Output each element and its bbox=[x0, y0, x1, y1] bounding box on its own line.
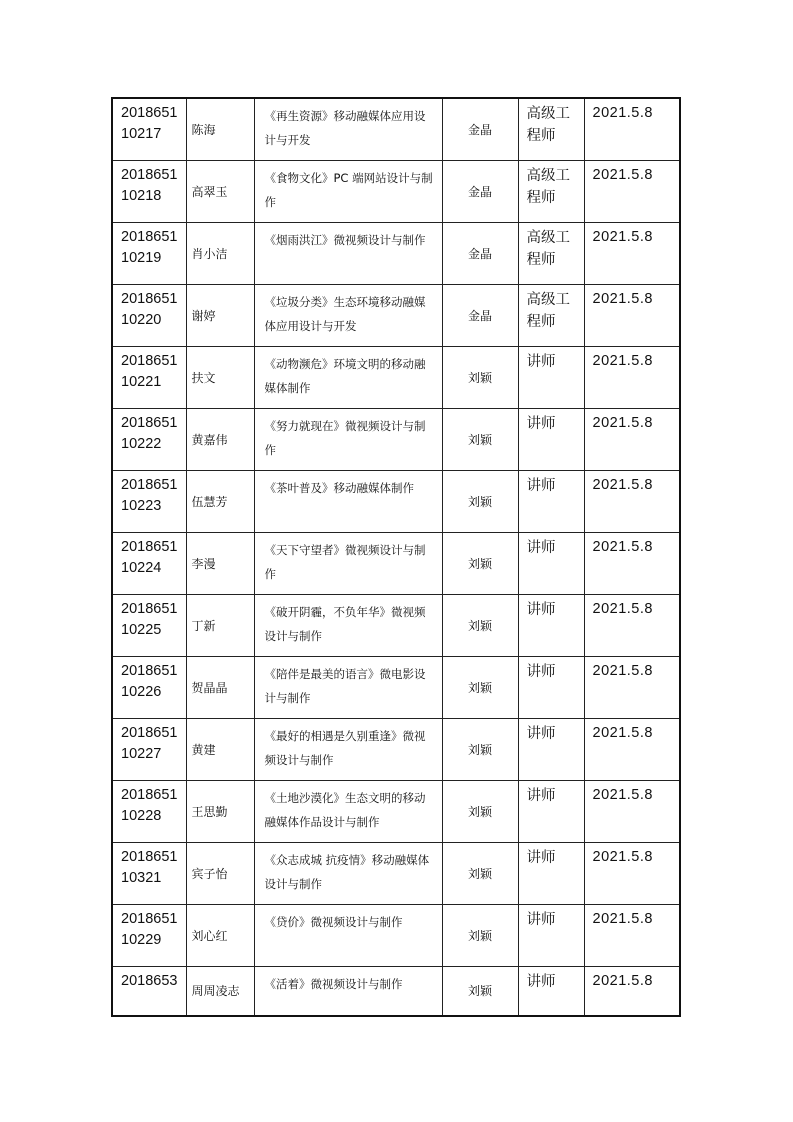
date-cell: 2021.5.8 bbox=[584, 904, 680, 966]
student-id-text: 10221 bbox=[121, 373, 162, 390]
student-id-cell bbox=[112, 160, 186, 222]
project-title-cell: 《活着》微视频设计与制作 bbox=[254, 966, 442, 1016]
student-name-cell: 贺晶晶 bbox=[186, 656, 254, 718]
student-id-text: 2018651 bbox=[121, 538, 178, 555]
student-id-cell bbox=[112, 408, 186, 470]
tutor-rank-cell: 高级工程师 bbox=[518, 160, 584, 222]
table-row bbox=[112, 160, 680, 222]
tutor-rank-cell: 讲师 bbox=[518, 532, 584, 594]
date-cell: 2021.5.8 bbox=[584, 842, 680, 904]
date-cell: 2021.5.8 bbox=[584, 780, 680, 842]
tutor-name-cell: 刘颖 bbox=[442, 780, 518, 842]
project-title-cell: 《土地沙漠化》生态文明的移动融媒体作品设计与制作 bbox=[254, 780, 442, 842]
table-row bbox=[112, 718, 680, 780]
date-cell: 2021.5.8 bbox=[584, 222, 680, 284]
student-id-text: 2018651 bbox=[121, 352, 178, 369]
tutor-rank-cell: 讲师 bbox=[518, 656, 584, 718]
student-id-cell bbox=[112, 98, 186, 160]
student-name-cell: 黄嘉伟 bbox=[186, 408, 254, 470]
tutor-rank-cell: 高级工程师 bbox=[518, 284, 584, 346]
table-row bbox=[112, 842, 680, 904]
project-title-cell: 《动物濒危》环境文明的移动融媒体制作 bbox=[254, 346, 442, 408]
tutor-rank-cell: 讲师 bbox=[518, 594, 584, 656]
student-id-text: 2018651 bbox=[121, 600, 178, 617]
student-id-cell bbox=[112, 842, 186, 904]
student-id-cell bbox=[112, 966, 186, 1016]
project-title-cell: 《陪伴是最美的语言》微电影设计与制作 bbox=[254, 656, 442, 718]
tutor-rank-cell: 讲师 bbox=[518, 966, 584, 1016]
student-id-text: 10220 bbox=[121, 311, 162, 328]
project-title-cell: 《最好的相遇是久别重逢》微视频设计与制作 bbox=[254, 718, 442, 780]
table-row bbox=[112, 408, 680, 470]
student-id-text: 2018651 bbox=[121, 166, 178, 183]
student-name-cell: 刘心红 bbox=[186, 904, 254, 966]
date-cell: 2021.5.8 bbox=[584, 594, 680, 656]
tutor-rank-cell: 讲师 bbox=[518, 470, 584, 532]
project-title-cell: 《破开阴霾，不负年华》微视频设计与制作 bbox=[254, 594, 442, 656]
student-name-cell: 谢婷 bbox=[186, 284, 254, 346]
student-id-cell bbox=[112, 222, 186, 284]
student-id-text: 2018651 bbox=[121, 910, 178, 927]
date-cell: 2021.5.8 bbox=[584, 160, 680, 222]
student-id-text: 10227 bbox=[121, 745, 162, 762]
table-row bbox=[112, 904, 680, 966]
student-id-cell bbox=[112, 346, 186, 408]
student-id-text: 10217 bbox=[121, 126, 162, 142]
student-id-text: 10222 bbox=[121, 435, 162, 452]
date-cell: 2021.5.8 bbox=[584, 98, 680, 160]
student-id-cell bbox=[112, 780, 186, 842]
project-title-cell: 《再生资源》移动融媒体应用设计与开发 bbox=[254, 98, 442, 160]
table-row bbox=[112, 98, 680, 160]
tutor-name-cell: 刘颖 bbox=[442, 966, 518, 1016]
student-id-cell bbox=[112, 718, 186, 780]
student-id-text: 2018651 bbox=[121, 228, 178, 245]
student-id-cell bbox=[112, 284, 186, 346]
tutor-name-cell: 金晶 bbox=[442, 160, 518, 222]
table-row bbox=[112, 966, 680, 1016]
student-name-cell: 扶文 bbox=[186, 346, 254, 408]
student-id-text: 10226 bbox=[121, 683, 162, 700]
student-id-text: 10225 bbox=[121, 621, 162, 638]
student-id-text: 10218 bbox=[121, 187, 162, 204]
student-id-text: 2018651 bbox=[121, 724, 178, 741]
student-id-text: 2018651 bbox=[121, 414, 178, 431]
student-id-text: 2018651 bbox=[121, 476, 178, 493]
student-name-cell: 黄建 bbox=[186, 718, 254, 780]
tutor-name-cell: 刘颖 bbox=[442, 346, 518, 408]
tutor-rank-cell: 讲师 bbox=[518, 842, 584, 904]
date-cell: 2021.5.8 bbox=[584, 284, 680, 346]
project-title-cell: 《贷价》微视频设计与制作 bbox=[254, 904, 442, 966]
tutor-rank-cell: 讲师 bbox=[518, 780, 584, 842]
project-title-cell: 《垃圾分类》生态环境移动融媒体应用设计与开发 bbox=[254, 284, 442, 346]
tutor-rank-cell: 讲师 bbox=[518, 718, 584, 780]
student-name-cell: 陈海 bbox=[186, 98, 254, 160]
project-title-cell: 《努力就现在》微视频设计与制作 bbox=[254, 408, 442, 470]
tutor-rank-cell: 讲师 bbox=[518, 346, 584, 408]
student-name-cell: 肖小洁 bbox=[186, 222, 254, 284]
table-row bbox=[112, 222, 680, 284]
project-title-cell: 《烟雨洪江》微视频设计与制作 bbox=[254, 222, 442, 284]
student-name-cell: 李漫 bbox=[186, 532, 254, 594]
tutor-name-cell: 金晶 bbox=[442, 98, 518, 160]
tutor-name-cell: 刘颖 bbox=[442, 718, 518, 780]
student-id-text: 10224 bbox=[121, 559, 162, 576]
student-id-text: 2018653 bbox=[121, 972, 178, 989]
student-id-cell bbox=[112, 532, 186, 594]
student-id-text: 10229 bbox=[121, 931, 162, 948]
student-id-cell bbox=[112, 470, 186, 532]
table-row bbox=[112, 780, 680, 842]
table-row bbox=[112, 594, 680, 656]
tutor-name-cell: 刘颖 bbox=[442, 904, 518, 966]
project-title-cell: 《天下守望者》微视频设计与制作 bbox=[254, 532, 442, 594]
table-row bbox=[112, 470, 680, 532]
student-id-text: 2018651 bbox=[121, 662, 178, 679]
tutor-name-cell: 刘颖 bbox=[442, 470, 518, 532]
student-name-cell: 伍慧芳 bbox=[186, 470, 254, 532]
date-cell: 2021.5.8 bbox=[584, 470, 680, 532]
student-id-text: 10223 bbox=[121, 497, 162, 514]
tutor-name-cell: 刘颖 bbox=[442, 842, 518, 904]
tutor-rank-cell: 高级工程师 bbox=[518, 98, 584, 160]
tutor-name-cell: 刘颖 bbox=[442, 408, 518, 470]
student-id-text: 2018651 bbox=[121, 848, 178, 865]
student-id-cell bbox=[112, 904, 186, 966]
tutor-rank-cell: 高级工程师 bbox=[518, 222, 584, 284]
table-row bbox=[112, 532, 680, 594]
roster-table-body bbox=[112, 98, 680, 1016]
date-cell: 2021.5.8 bbox=[584, 346, 680, 408]
table-row bbox=[112, 346, 680, 408]
student-id-text: 10321 bbox=[121, 869, 162, 886]
tutor-rank-cell: 讲师 bbox=[518, 408, 584, 470]
student-name-cell: 丁新 bbox=[186, 594, 254, 656]
student-id-cell bbox=[112, 656, 186, 718]
date-cell: 2021.5.8 bbox=[584, 718, 680, 780]
student-id-text: 2018651 bbox=[121, 105, 178, 121]
tutor-name-cell: 金晶 bbox=[442, 284, 518, 346]
student-name-cell: 周周凌志 bbox=[186, 966, 254, 1016]
student-id-text: 2018651 bbox=[121, 290, 178, 307]
student-id-cell bbox=[112, 594, 186, 656]
student-name-cell: 王思勤 bbox=[186, 780, 254, 842]
tutor-rank-cell: 讲师 bbox=[518, 904, 584, 966]
student-name-cell: 宾子怡 bbox=[186, 842, 254, 904]
student-id-text: 10219 bbox=[121, 249, 162, 266]
tutor-name-cell: 刘颖 bbox=[442, 594, 518, 656]
date-cell: 2021.5.8 bbox=[584, 966, 680, 1016]
thesis-roster-table bbox=[111, 97, 681, 1017]
tutor-name-cell: 刘颖 bbox=[442, 532, 518, 594]
project-title-cell: 《食物文化》PC 端网站设计与制作 bbox=[254, 160, 442, 222]
tutor-name-cell: 刘颖 bbox=[442, 656, 518, 718]
student-name-cell: 高翠玉 bbox=[186, 160, 254, 222]
date-cell: 2021.5.8 bbox=[584, 656, 680, 718]
student-id-text: 2018651 bbox=[121, 786, 178, 803]
table-row bbox=[112, 656, 680, 718]
project-title-cell: 《众志成城 抗疫情》移动融媒体设计与制作 bbox=[254, 842, 442, 904]
date-cell: 2021.5.8 bbox=[584, 408, 680, 470]
tutor-name-cell: 金晶 bbox=[442, 222, 518, 284]
table-row bbox=[112, 284, 680, 346]
student-id-text: 10228 bbox=[121, 807, 162, 824]
project-title-cell: 《茶叶普及》移动融媒体制作 bbox=[254, 470, 442, 532]
date-cell: 2021.5.8 bbox=[584, 532, 680, 594]
